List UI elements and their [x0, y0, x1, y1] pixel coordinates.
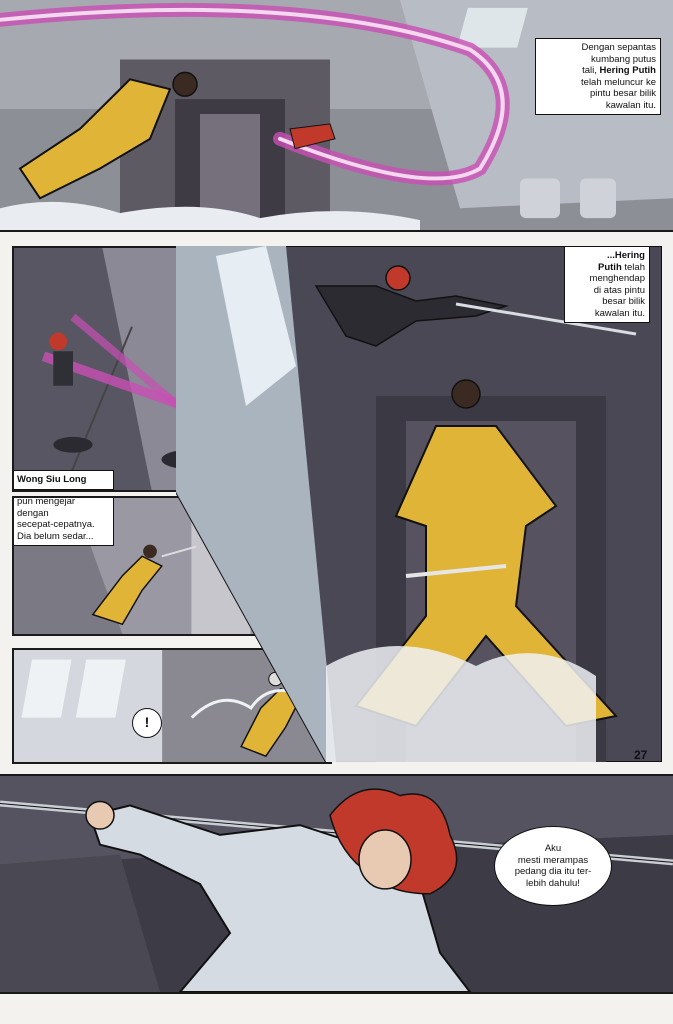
caption-text: tali, [582, 65, 600, 76]
caption-character-name: Wong Siu Long [17, 474, 87, 485]
balloon-line: lebih dahulu! [526, 877, 580, 889]
caption-line: menghendap [589, 273, 645, 284]
caption-line: di atas pintu [593, 284, 645, 296]
balloon-line: pedang dia itu ter- [514, 866, 592, 877]
caption-wong-siu-long-chase [12, 470, 114, 490]
caption-line: Dia belum sedar... [17, 530, 94, 542]
caption-hering-putih-leap [535, 38, 661, 115]
caption-line: kawalan itu. [605, 99, 656, 111]
panel-6-hering-grabs-sword [0, 774, 673, 994]
balloon-line: mesti merampas [517, 854, 589, 866]
caption-line: pun mengejar dengan [17, 496, 76, 519]
panel-5-art [176, 246, 662, 762]
caption-line: besar bilik [602, 296, 645, 307]
caption-line [540, 65, 656, 77]
caption-character-name: Hering Putih [599, 65, 656, 76]
caption-line: kawalan itu. [594, 307, 645, 319]
caption-wong-siu-long-cont [12, 496, 114, 546]
caption-hering-putih-above [564, 246, 650, 323]
caption-character-name: Putih [598, 261, 622, 273]
panel-1-leap-to-door [0, 0, 673, 232]
speech-balloon-hering [494, 826, 612, 906]
caption-line: pintu besar bilik [589, 88, 656, 99]
page-number: 27 [634, 748, 648, 762]
caption-line: kumbang putus [591, 53, 656, 65]
balloon-line: Aku [544, 843, 562, 854]
panel-5-hering-above-door [176, 246, 662, 762]
caption-text: telah [621, 261, 645, 273]
panel-1-art [0, 0, 673, 230]
caption-line: secepat-cepatnya. [17, 519, 95, 530]
caption-character-name: ...Hering [606, 250, 645, 261]
caption-line: telah meluncur ke [581, 76, 656, 88]
caption-line [569, 262, 645, 274]
caption-line: Dengan sepantas [581, 42, 656, 53]
balloon-text: ! [144, 714, 150, 731]
exclamation-balloon [132, 708, 162, 738]
